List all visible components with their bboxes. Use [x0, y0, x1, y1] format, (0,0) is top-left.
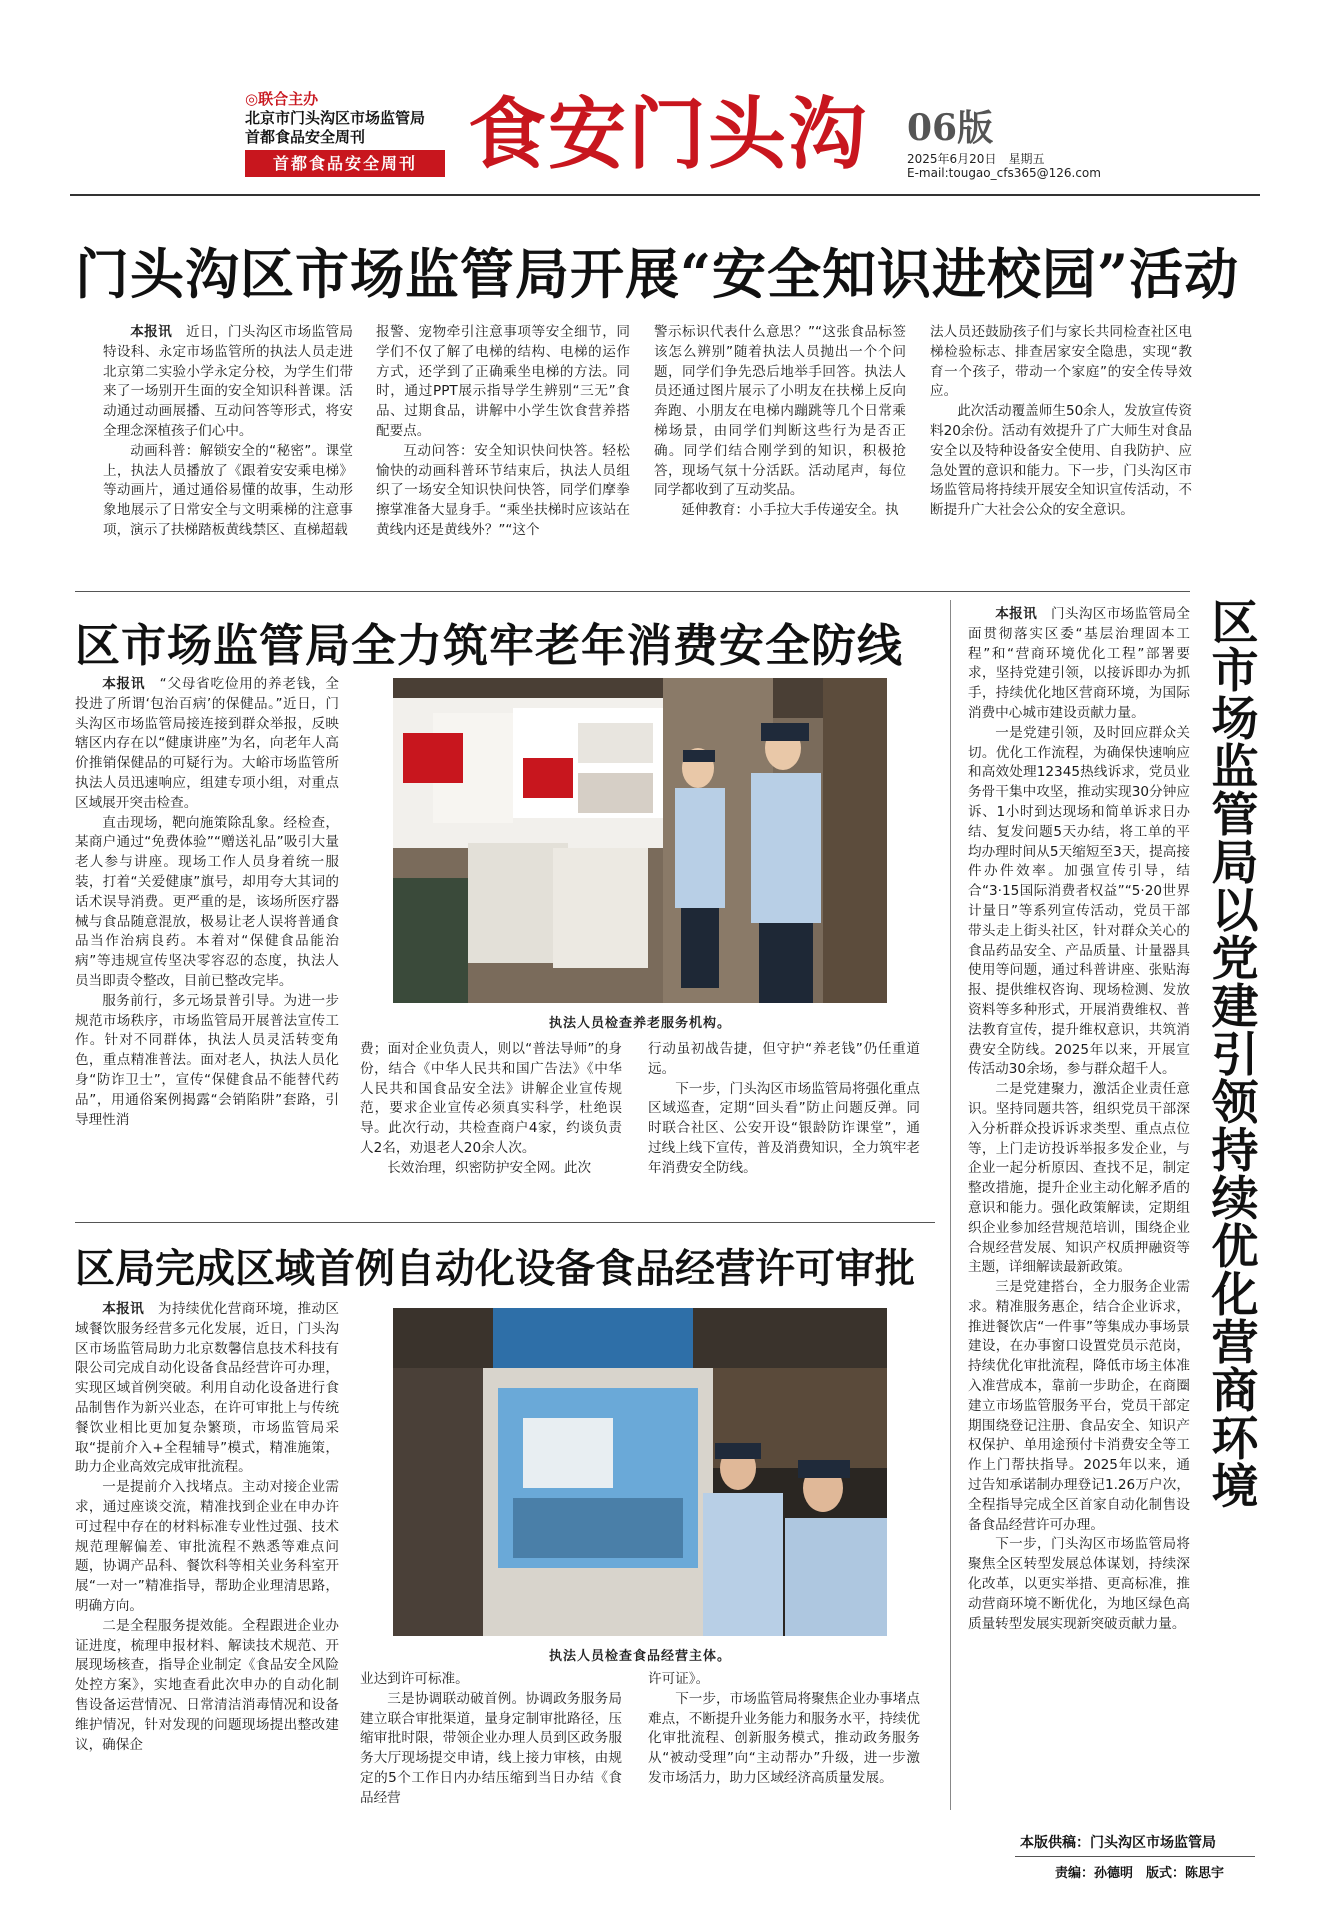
article1-lead: 本报讯	[130, 324, 173, 340]
article2-headline: 区市场监管局全力筑牢老年消费安全防线	[75, 619, 904, 672]
edition-number: 06版	[907, 107, 994, 149]
supply-credit: 本版供稿：门头沟区市场监管局	[1020, 1835, 1216, 1851]
host-org-2: 首都食品安全周刊	[245, 128, 366, 146]
article2-lead: 本报讯	[102, 676, 146, 692]
elderly-care-inspection-photo	[393, 678, 887, 1003]
weekly-badge: 首都食品安全周刊	[245, 150, 445, 177]
article2-paragraph: 直击现场，靶向施策除乱象。经检查，某商户通过“免费体验”“赠送礼品”吸引大量老人参与讲座。现场工作人员身着统一服装，打着“关爱健康”旗号，却用夸大其词的话术误导消费。更严重的是，该场所医疗器械与食品随意混放，极易让老人误将普通食品当作治病良药。本着对“保健食品能治病”等违规宣传坚决零容忍的态度，执法人员当即责令整改，目前已整改完毕。	[75, 814, 339, 989]
article1-paragraph: 近日，门头沟区市场监管局特设科、永定市场监管所的执法人员走进北京第二实验小学永定分校，为学生们带来了一场别开生面的安全知识科普课。活动通过动画展播、互动问答等形式，将安全理念深植孩子们心中。	[103, 324, 353, 439]
article1-paragraph: 警示标识代表什么意思？”“这张食品标签该怎么辨别”随着执法人员抛出一个个问题，同学们争先恐后地举手回答。执法人员还通过图片展示了小明友在扶梯上反向奔跑、小朋友在电梯内蹦跳等几个日常乘梯场景，由同学们判断这些行为是否正确。同学们结合刚学到的知识，积极抢答，现场气氛十分活跃。活动尾声，每位同学都收到了互动奖品。	[654, 324, 906, 499]
article3-headline: 区局完成区域首例自动化设备食品经营许可审批	[75, 1245, 915, 1292]
article2-paragraph: 下一步，门头沟区市场监管局将强化重点区域巡查，定期“回头看”防止问题反弹。同时联合社区、公安开设“银龄防诈课堂”，通过线上线下宣传，普及消费知识，全力筑牢老年消费安全防线。	[648, 1080, 920, 1176]
article3-paragraph: 为持续优化营商环境，推动区域餐饮服务经营多元化发展，近日，门头沟区市场监管局助力北京数馨信息技术科技有限公司完成自动化设备食品经营许可办理，实现区域首例突破。利用自动化设备进行食品制售作为新兴业态，在许可审批上与传统餐饮业相比更加复杂繁琐，市场监管局采取“提前介入+全程辅导”模式，精准施策，助力企业高效完成审批流程。	[75, 1301, 339, 1476]
article4-paragraph: 一是党建引领，及时回应群众关切。优化工作流程，为确保快速响应和高效处理12345热线诉求，党员业务骨干集中攻坚，推动实现30分钟应诉、1小时到达现场和简单诉求日办结、复发问题5天办结，将工单的平均办理时间从5天缩短至3天，提高接件办件效率。加强宣传引导，结合“3·15国际消费者权益”“5·20世界计量日”等系列宣传活动，党员干部带头走上街头社区，针对群众关心的食品药品安全、产品质量、计量器具使用等问题，通过科普讲座、张贴海报、提供维权咨询、现场检测、发放资料等多种形式，开展消费维权、普法教育宣传，提升维权意识，共筑消费安全防线。2025年以来，开展宣传活动30余场，参与群众超千人。	[968, 724, 1190, 1078]
article1-paragraph: 法人员还鼓励孩子们与家长共同检查社区电梯检验标志、排查居家安全隐患，实现“教育一个孩子，带动一个家庭”的安全传导效应。	[930, 324, 1192, 400]
section-divider	[75, 591, 1190, 592]
contact-email: E-mail:tougao_cfs365@126.com	[907, 166, 1101, 180]
article3-paragraph: 业达到许可标准。	[360, 1671, 469, 1687]
article3-paragraph: 下一步，市场监管局将聚焦企业办事堵点难点，不断提升业务能力和服务水平，持续优化审批流程、创新服务模式，推动政务服务从“被动受理”向“主动帮办”升级，进一步激发市场活力，助力区域经济高质量发展。	[648, 1690, 920, 1786]
article4-column	[968, 605, 1190, 1780]
article3-photo-caption: 执法人员检查食品经营主体。	[548, 1649, 731, 1664]
article2-column-2	[360, 1040, 622, 1230]
article4-paragraph: 三是党建搭台，全力服务企业需求。精准服务惠企，结合企业诉求，推进餐饮店“一件事”等集成办事场景建设，在办事窗口设置党员示范岗，持续优化审批流程，降低市场主体准入准营成本，靠前一步助企，在商圈建立市场监管服务平台，党员干部定期围绕登记注册、食品安全、知识产权保护、单用途预付卡消费安全等工作上门帮扶指导。2025年以来，通过告知承诺制办理登记1.26万户次，全程指导完成全区首家自动化制售设备食品经营许可办理。	[968, 1279, 1190, 1533]
article3-column-1	[75, 1300, 339, 1840]
article3-paragraph: 三是协调联动破首例。协调政务服务局建立联合审批渠道，量身定制审批路径，压缩审批时限，带领企业办理人员到区政务服务大厅现场提交申请，线上接力审核，由规定的5个工作日内办结压缩到当日办结《食品经营	[360, 1690, 622, 1806]
column-divider	[950, 600, 951, 1810]
editor-credit: 责编：孙德明 版式：陈思宇	[1055, 1866, 1225, 1881]
article2-photo-caption: 执法人员检查养老服务机构。	[548, 1016, 731, 1031]
article1-paragraph: 此次活动覆盖师生50余人，发放宣传资料20余份。活动有效提升了广大师生对食品安全以及特种设备安全使用、自我防护、应急处置的意识和能力。下一步，门头沟区市场监管局将持续开展安全知识宣传活动，不断提升广大社会公众的安全意识。	[930, 403, 1192, 519]
article2-column-3	[648, 1040, 920, 1230]
article2-column-1	[75, 675, 339, 1231]
article4-headline: 区市场监管局以党建引领持续优化营商环境	[1211, 596, 1259, 1515]
article1-paragraph: 互动问答：安全知识快问快答。轻松愉快的动画科普环节结束后，执法人员组织了一场安全知识快问快答，同学们摩拳擦掌准备大显身手。“乘坐扶梯时应该站在黄线内还是黄线外？”“这个	[376, 442, 630, 538]
article3-lead: 本报讯	[102, 1301, 145, 1317]
article2-paragraph: 长效治理，织密防护安全网。此次	[387, 1159, 592, 1176]
article3-column-3	[648, 1670, 920, 1822]
article1-column-4	[930, 323, 1192, 585]
article4-lead: 本报讯	[995, 606, 1038, 622]
host-org-1: 北京市门头沟区市场监管局	[245, 109, 426, 127]
food-vending-inspection-photo	[393, 1308, 887, 1636]
joint-host-label: ◎联合主办	[245, 90, 319, 108]
photo-illustration	[393, 678, 887, 1003]
article1-paragraph: 延伸教育：小手拉大手传递安全。执	[681, 502, 899, 519]
article2-paragraph: 行动虽初战告捷，但守护“养老钱”仍任重道远。	[648, 1041, 920, 1077]
article2-paragraph: “父母省吃俭用的养老钱，全投进了所谓‘包治百病’的保健品。”近日，门头沟区市场监管局接连接到群众举报，反映辖区内存在以“健康讲座”为名，向老年人高价推销保健品的可疑行为。大峪市场监管所执法人员迅速响应，组建专项小组，对重点区域展开突击检查。	[75, 676, 339, 811]
article1-column-2	[376, 323, 630, 585]
article4-paragraph: 门头沟区市场监管局全面贯彻落实区委“基层治理固本工程”和“营商环境优化工程”部署要求，坚持党建引领，以接诉即办为抓手，持续优化地区营商环境，为国际消费中心城市建设贡献力量。	[968, 606, 1190, 721]
article2-paragraph: 服务前行，多元场景普引导。为进一步规范市场秩序，市场监管局开展普法宣传工作。针对不同群体，执法人员灵活转变角色，重点精准普法。面对老人，执法人员化身“防诈卫士”，宣传“保健食品不能替代药品”，用通俗案例揭露“会销陷阱”套路，引导理性消	[75, 992, 339, 1128]
photo-illustration	[393, 1308, 887, 1636]
article3-column-2	[360, 1670, 622, 1822]
article1-column-1	[103, 323, 353, 585]
section-divider	[75, 1222, 935, 1223]
issue-date: 2025年6月20日 星期五	[907, 152, 1045, 166]
article1-paragraph: 报警、宠物牵引注意事项等安全细节，同学们不仅了解了电梯的结构、电梯的运作方式，还学到了正确乘坐电梯的方法。同时，通过PPT展示指导学生辨别“三无”食品、过期食品，讲解中小学生饮食营养搭配要点。	[376, 324, 630, 439]
footer-divider	[1015, 1856, 1255, 1857]
article1-headline: 门头沟区市场监管局开展“安全知识进校园”活动	[75, 242, 1240, 306]
masthead-divider	[70, 194, 1260, 196]
article3-paragraph: 许可证》。	[648, 1671, 710, 1687]
paper-name: 食安门头沟	[468, 89, 869, 180]
article3-paragraph: 一是提前介入找堵点。主动对接企业需求，通过座谈交流，精准找到企业在申办许可过程中存在的材料标准专业性过强、技术规范理解偏差、审批流程不熟悉等难点问题，协调产品科、餐饮科等相关业务科室开展“一对一”精准指导，帮助企业理清思路，明确方向。	[75, 1479, 339, 1614]
article2-paragraph: 费；面对企业负责人，则以“普法导师”的身份，结合《中华人民共和国广告法》《中华人民共和国食品安全法》讲解企业宣传规范，要求企业宣传必须真实科学，杜绝误导。此次行动，共检查商户4家，约谈负责人2名，劝退老人20余人次。	[360, 1041, 622, 1156]
article1-column-3	[654, 323, 906, 585]
article4-paragraph: 下一步，门头沟区市场监管局将聚焦全区转型发展总体谋划，持续深化改革，以更实举措、更高标准，推动营商环境不断优化，为地区绿色高质量转型发展实现新突破贡献力量。	[968, 1536, 1190, 1632]
article4-paragraph: 二是党建聚力，激活企业责任意识。坚持同题共答，组织党员干部深入分析群众投诉诉求类型、重点点位等，上门走访投诉举报多发企业，与企业一起分析原因、查找不足，制定整改措施，提升企业主动化解矛盾的意识和能力。强化政策解读，定期组织企业参加经营规范培训，围绕企业合规经营发展、知识产权质押融资等主题，详细解读最新政策。	[968, 1081, 1190, 1276]
article1-paragraph: 动画科普：解锁安全的“秘密”。课堂上，执法人员播放了《跟着安安乘电梯》等动画片，通过通俗易懂的故事，生动形象地展示了日常安全与文明乘梯的注意事项，演示了扶梯踏板黄线禁区、直梯超载	[103, 442, 353, 538]
article3-paragraph: 二是全程服务提效能。全程跟进企业办证进度，梳理申报材料、解读技术规范、开展现场核查，指导企业制定《食品安全风险处控方案》，实地查看此次申办的自动化制售设备运营情况、日常清洁消毒情况和设备维护情况，针对发现的问题现场提出整改建议，确保企	[75, 1617, 339, 1753]
